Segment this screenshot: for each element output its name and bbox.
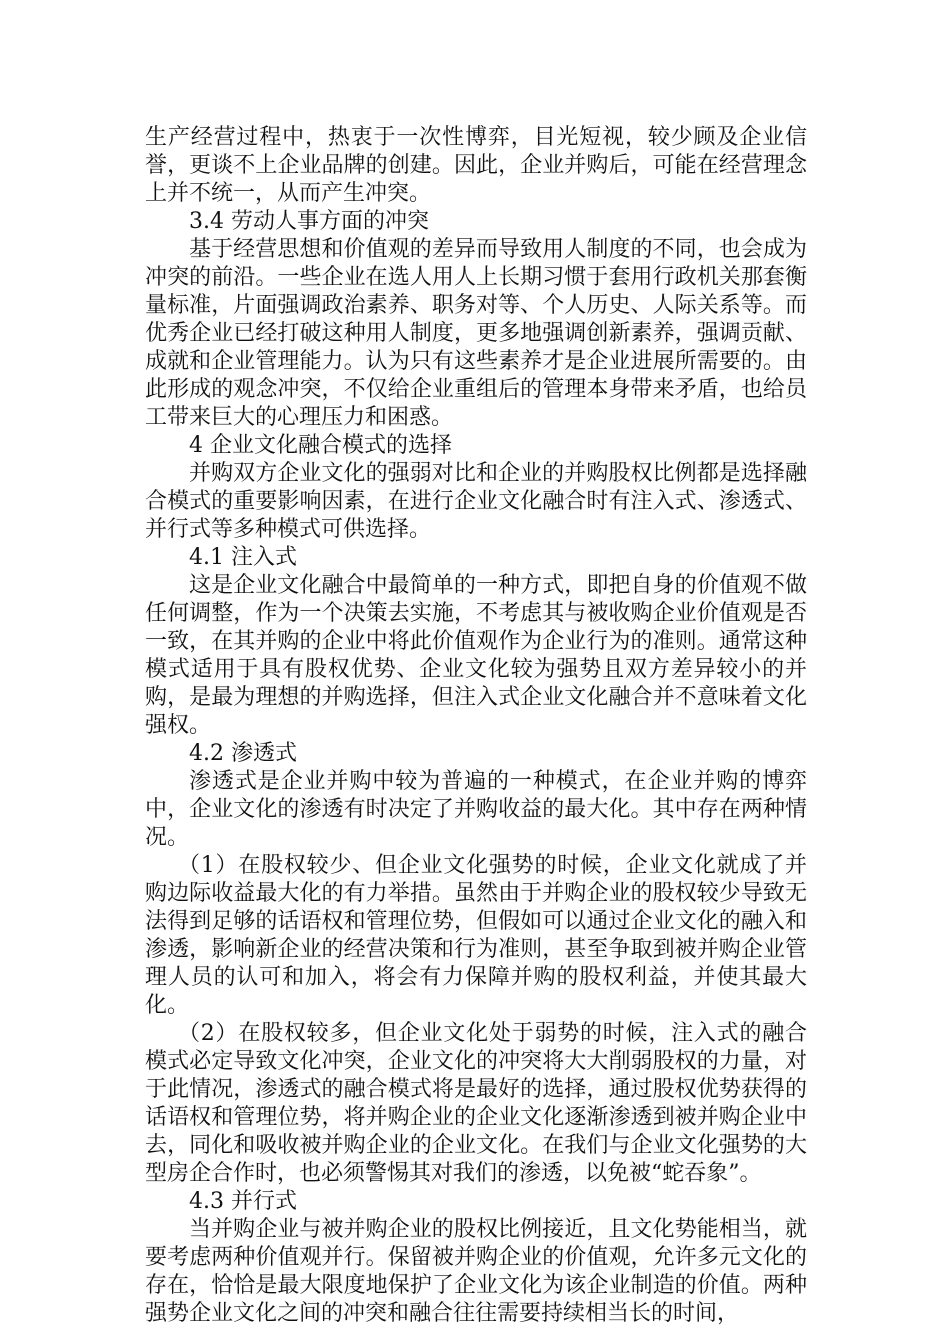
paragraph: 渗透式是企业并购中较为普遍的一种模式，在企业并购的博弈中，企业文化的渗透有时决定了并购收益的最大化。其中存在两种情况。: [145, 769, 807, 850]
paragraph: 这是企业文化融合中最简单的一种方式，即把自身的价值观不做任何调整，作为一个决策去实施，不考虑其与被收购企业价值观是否一致，在其并购的企业中将此价值观作为企业行为的准则。通常这种模式适用于具有股权优势、企业文化较为强势且双方差异较小的并购，是最为理想的并购选择，但注入式企业文化融合并不意味着文化强权。: [145, 573, 807, 738]
paragraph: 并购双方企业文化的强弱对比和企业的并购股权比例都是选择融合模式的重要影响因素，在进行企业文化融合时有注入式、渗透式、并行式等多种模式可供选择。: [145, 461, 807, 542]
paragraph: 基于经营思想和价值观的差异而导致用人制度的不同，也会成为冲突的前沿。一些企业在选人用人上长期习惯于套用行政机关那套衡量标准，片面强调政治素养、职务对等、个人历史、人际关系等。而优秀企业已经打破这种用人制度，更多地强调创新素养，强调贡献、成就和企业管理能力。认为只有这些素养才是企业进展所需要的。由此形成的观念冲突，不仅给企业重组后的管理本身带来矛盾，也给员工带来巨大的心理压力和困惑。: [145, 237, 807, 430]
list-item: （2）在股权较多，但企业文化处于弱势的时候，注入式的融合模式必定导致文化冲突，企业文化的冲突将大大削弱股权的力量，对于此情况，渗透式的融合模式将是最好的选择，通过股权优势获得的话语权和管理位势，将并购企业的企业文化逐渐渗透到被并购企业中去，同化和吸收被并购企业的企业文化。在我们与企业文化强势的大型房企合作时，也必须警惕其对我们的渗透，以免被“蛇吞象”。: [145, 1021, 807, 1186]
section-heading-4-2: 4.2 渗透式: [189, 741, 297, 766]
section-heading-4-3: 4.3 并行式: [189, 1189, 297, 1214]
section-heading-4-1: 4.1 注入式: [189, 545, 297, 570]
document-body: [145, 124, 807, 1328]
list-item: （1）在股权较少、但企业文化强势的时候，企业文化就成了并购边际收益最大化的有力举措。虽然由于并购企业的股权较少导致无法得到足够的话语权和管理位势，但假如可以通过企业文化的融入和渗透，影响新企业的经营决策和行为准则，甚至争取到被并购企业管理人员的认可和加入，将会有力保障并购的股权利益，并使其最大化。: [145, 853, 807, 1018]
section-heading-4: 4 企业文化融合模式的选择: [189, 433, 452, 458]
paragraph-continued: 生产经营过程中，热衷于一次性博弈，目光短视，较少顾及企业信誉，更谈不上企业品牌的创建。因此，企业并购后，可能在经营理念上并不统一，从而产生冲突。: [145, 125, 807, 206]
section-heading-3-4: 3.4 劳动人事方面的冲突: [189, 209, 429, 234]
paragraph: 当并购企业与被并购企业的股权比例接近，且文化势能相当，就要考虑两种价值观并行。保留被并购企业的价值观，允许多元文化的存在，恰恰是最大限度地保护了企业文化为该企业制造的价值。两种强势企业文化之间的冲突和融合往往需要持续相当长的时间，: [145, 1217, 807, 1326]
